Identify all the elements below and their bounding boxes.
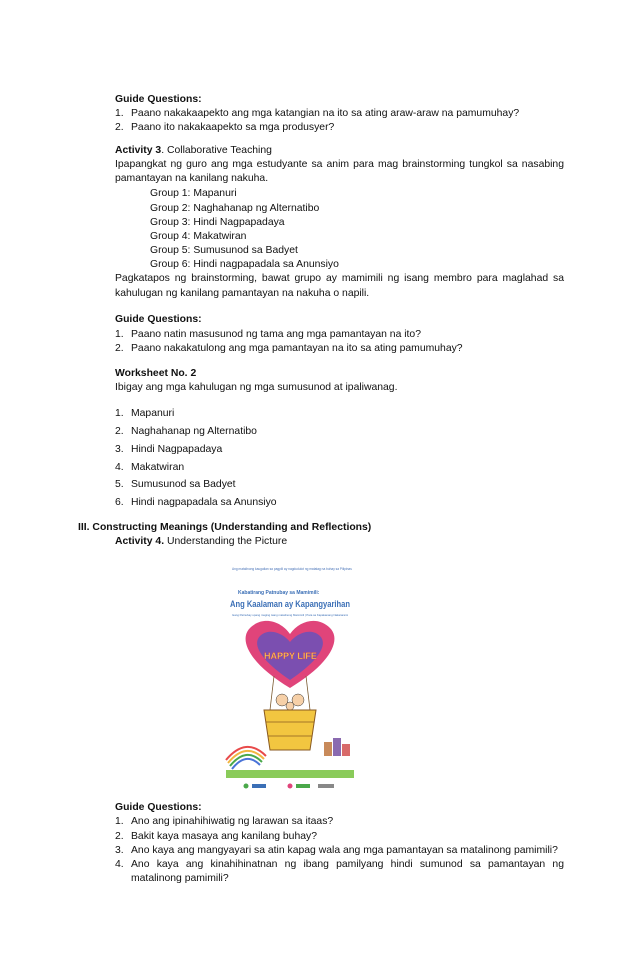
worksheet-item-number: 1. [115, 408, 124, 419]
question-text: Paano natin masusunod ng tama ang mga pamantayan na ito? [131, 329, 421, 340]
worksheet-item: Mapanuri [131, 408, 175, 419]
worksheet-instruction: Ibigay ang mga kahulugan ng mga sumusunod at ipaliwanag. [115, 382, 398, 393]
section-3-heading: III. Constructing Meanings (Understanding and Reflections) [78, 522, 372, 533]
poster-tagline: Isang Patnubay upang maging isang matalinong Mamimili | Para sa Kapakanang Nakararami [232, 613, 349, 617]
group-item: Group 1: Mapanuri [150, 188, 237, 199]
guide-questions-title: Guide Questions: [115, 94, 202, 105]
worksheet-item-number: 4. [115, 462, 124, 473]
worksheet-item-number: 5. [115, 479, 124, 490]
activity-4-title: Understanding the Picture [164, 536, 288, 547]
question-number: 1. [115, 816, 124, 827]
group-item: Group 2: Naghahanap ng Alternatibo [150, 203, 320, 214]
question-text: Ano kaya ang kinahihinatnan ng ibang pamilyang hindi sumunod sa pamantayan ng [131, 859, 564, 870]
question-number: 2. [115, 343, 124, 354]
question-text: Ano kaya ang mangyayari sa atin kapag wala ang mga pamantayan sa matalinong pamimili? [131, 845, 558, 856]
happy-life-poster [226, 560, 354, 792]
question-text: Paano nakakaapekto ang mga katangian na ito sa ating araw-araw na pamumuhay? [131, 108, 520, 119]
poster-small-text: Ang matalinong kaugalian sa pagpili ay nagdudulot ng matatag na buhay sa Pilipinas [232, 567, 352, 571]
group-item: Group 3: Hindi Nagpapadaya [150, 217, 285, 228]
balloon-text: HAPPY LIFE [264, 651, 317, 661]
question-text: Paano nakakatulong ang mga pamantayan na ito sa ating pamumuhay? [131, 343, 463, 354]
worksheet-item: Hindi Nagpapadaya [131, 444, 223, 455]
activity-4-label: Activity 4. [115, 536, 165, 547]
worksheet-item: Sumusunod sa Badyet [131, 479, 236, 490]
question-text: Paano ito nakakaapekto sa mga produsyer? [131, 122, 335, 133]
group-item: Group 6: Hindi nagpapadala sa Anunsiyo [150, 259, 339, 270]
poster-title: Ang Kaalaman ay Kapangyarihan [230, 599, 351, 609]
worksheet-item-number: 2. [115, 426, 124, 437]
question-number: 1. [115, 329, 124, 340]
guide-questions-title: Guide Questions: [115, 314, 202, 325]
group-item: Group 4: Makatwiran [150, 231, 247, 242]
worksheet-item: Makatwiran [131, 462, 185, 473]
question-number: 2. [115, 122, 124, 133]
activity-3-title: . Collaborative Teaching [161, 145, 272, 156]
question-number: 2. [115, 831, 124, 842]
worksheet-title: Worksheet No. 2 [115, 368, 197, 379]
poster-subtitle: Kabatirang Patnubay sa Mamimili: [238, 590, 320, 596]
activity-3-label: Activity 3 [115, 145, 162, 156]
worksheet-item: Hindi nagpapadala sa Anunsiyo [131, 497, 277, 508]
question-number: 4. [115, 859, 124, 870]
worksheet-item-number: 6. [115, 497, 124, 508]
activity-4-heading [115, 535, 287, 549]
worksheet-item-number: 3. [115, 444, 124, 455]
question-text-continued: matalinong pamimili? [131, 873, 229, 884]
activity-3-after-line: kahulugan ng kanilang pamantayan na nakuha o napili. [115, 288, 370, 299]
child-icon [286, 702, 294, 710]
group-item: Group 5: Sumusunod sa Badyet [150, 245, 298, 256]
activity-3-intro-line: Ipapangkat ng guro ang mga estudyante sa anim para mag brainstorming tungkol sa nasabing [115, 159, 564, 170]
basket-icon [264, 710, 316, 750]
activity-3-intro-line: pamantayan na kanilang nakuha. [115, 173, 269, 184]
activity-3-after-line: Pagkatapos ng brainstorming, bawat grupo ay mamimili ng isang membro para maglahad sa [115, 273, 564, 284]
question-text: Bakit kaya masaya ang kanilang buhay? [131, 831, 317, 842]
question-number: 1. [115, 108, 124, 119]
activity-3-heading [115, 144, 272, 158]
worksheet-item: Naghahanap ng Alternatibo [131, 426, 257, 437]
guide-questions-title: Guide Questions: [115, 802, 202, 813]
question-text: Ano ang ipinahihiwatig ng larawan sa itaas? [131, 816, 334, 827]
question-number: 3. [115, 845, 124, 856]
